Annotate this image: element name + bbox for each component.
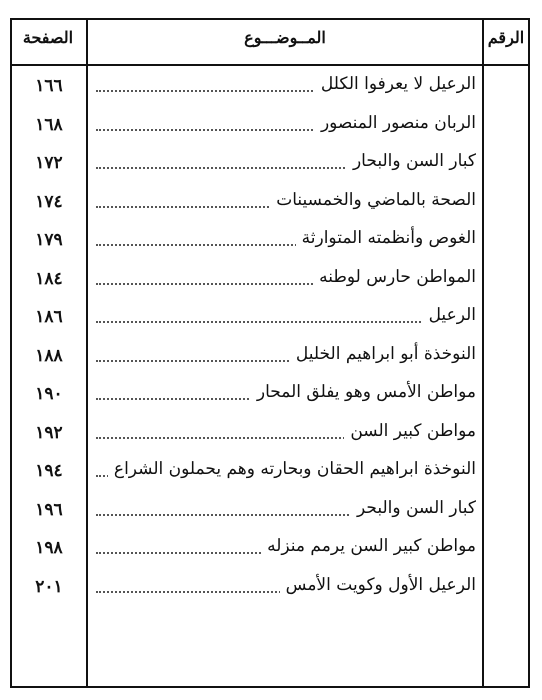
- number-column-header: الرقم: [487, 28, 525, 47]
- entry-page: ١٨٦: [35, 307, 63, 327]
- entry-page: ١٩٦: [35, 499, 63, 520]
- toc-row: [10, 374, 530, 413]
- entry-page: ١٩٤: [35, 461, 63, 481]
- topic-column-header: المــوضـــوع: [244, 28, 326, 47]
- entry-title: الرعيل لا يعرفوا الكلل: [315, 74, 476, 94]
- toc-row: [10, 451, 530, 490]
- entry-title: مواطن كبير السن: [344, 421, 476, 441]
- toc-row: [10, 182, 530, 221]
- entry-title: الصحة بالماضي والخمسينات: [270, 190, 476, 210]
- entry-title: النوخذة ابراهيم الحقان وبحارته وهم يحملون الشراع: [108, 459, 476, 479]
- entry-page: ٢٠١: [35, 576, 63, 597]
- toc-row: [10, 336, 530, 375]
- entry-page: ١٨٨: [35, 345, 63, 366]
- entry-page: ١٧٢: [35, 153, 63, 173]
- toc-row: [10, 528, 530, 567]
- toc-row: [10, 66, 530, 105]
- toc-row: [10, 297, 530, 336]
- entry-page: ١٦٨: [35, 114, 63, 135]
- entry-title: مواطن الأمس وهو يفلق المحار: [251, 382, 476, 402]
- toc-list: [10, 66, 530, 605]
- entry-page: ١٧٤: [35, 191, 63, 212]
- entry-title: الربان منصور المنصور: [315, 113, 476, 133]
- toc-row: [10, 490, 530, 529]
- entry-page: ١٩٢: [35, 422, 63, 443]
- entry-title: الرعيل: [423, 305, 476, 325]
- toc-row: [10, 259, 530, 298]
- entry-title: كبار السن والبحر: [351, 498, 476, 518]
- toc-row: [10, 567, 530, 606]
- entry-page: ١٩٠: [35, 384, 63, 404]
- entry-title: المواطن حارس لوطنه: [313, 267, 476, 287]
- toc-row: [10, 143, 530, 182]
- entry-page: ١٨٤: [35, 268, 63, 289]
- entry-page: ١٩٨: [35, 538, 63, 558]
- toc-row: [10, 105, 530, 144]
- entry-title: كبار السن والبحار: [347, 151, 476, 171]
- page-column-header: الصفحة: [22, 28, 74, 47]
- entry-page: ١٦٦: [35, 76, 63, 96]
- entry-page: ١٧٩: [35, 230, 63, 250]
- dot-leader: [96, 321, 476, 323]
- entry-title: الغوص وأنظمته المتوارثة: [296, 228, 476, 248]
- toc-row: [10, 220, 530, 259]
- toc-row: [10, 413, 530, 452]
- entry-title: مواطن كبير السن يرمم منزله: [261, 536, 476, 556]
- entry-title: الرعيل الأول وكويت الأمس: [280, 575, 476, 595]
- entry-title: النوخذة أبو ابراهيم الخليل: [290, 344, 476, 364]
